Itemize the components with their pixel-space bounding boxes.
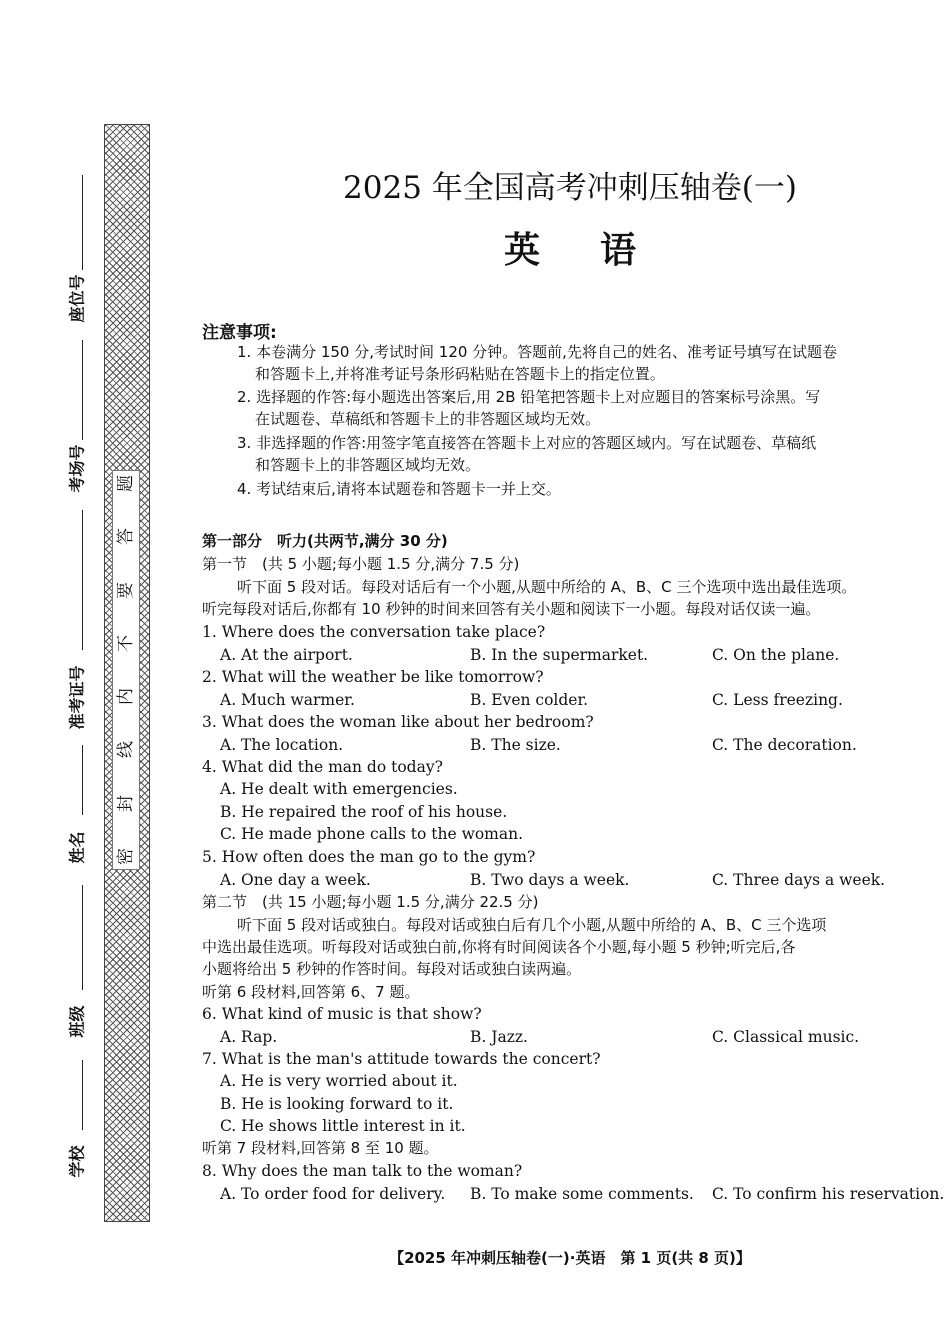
- option-a: A. He dealt with emergencies.: [220, 780, 458, 798]
- option-c: C. Classical music.: [712, 1028, 860, 1046]
- notice-line: 3. 非选择题的作答:用签字笔直接答在答题卡上对应的答题区域内。写在试题卷、草稿纸: [237, 434, 817, 452]
- notice-line: 和答题卡上,并将准考证号条形码粘贴在答题卡上的指定位置。: [255, 365, 665, 383]
- school-label: 学校: [67, 1145, 87, 1178]
- option-a: A. Much warmer.: [220, 691, 355, 709]
- school-line: [82, 1060, 83, 1130]
- option-b: B. The size.: [470, 736, 561, 754]
- question-stem: 8. Why does the man talk to the woman?: [202, 1162, 523, 1180]
- section-heading: 第二节 (共 15 小题;每小题 1.5 分,满分 22.5 分): [202, 893, 539, 911]
- page-footer: 【2025 年冲刺压轴卷(一)·英语 第 1 页(共 8 页)】: [389, 1249, 751, 1267]
- subject-title: 英语: [503, 230, 696, 271]
- material-note: 听第 6 段材料,回答第 6、7 题。: [202, 983, 420, 1001]
- option-b: B. Jazz.: [470, 1028, 528, 1046]
- option-a: A. At the airport.: [220, 646, 353, 664]
- option-b: B. Even colder.: [470, 691, 589, 709]
- notice-line: 在试题卷、草稿纸和答题卡上的非答题区域均无效。: [255, 410, 601, 428]
- option-c: C. The decoration.: [712, 736, 857, 754]
- option-c: C. Less freezing.: [712, 691, 843, 709]
- notice-heading: 注意事项:: [202, 323, 277, 343]
- instruction-line: 中选出最佳选项。听每段对话或独白前,你将有时间阅读各个小题,每小题 5 秒钟;听完后,各: [202, 938, 796, 956]
- question-stem: 6. What kind of music is that show?: [202, 1005, 482, 1023]
- question-stem: 7. What is the man's attitude towards the concert?: [202, 1050, 601, 1068]
- seat-number-line: [82, 175, 83, 270]
- option-c: C. Three days a week.: [712, 871, 886, 889]
- option-c: C. On the plane.: [712, 646, 840, 664]
- option-b: B. He repaired the roof of his house.: [220, 803, 508, 821]
- binding-warning-text: [112, 470, 140, 870]
- question-stem: 1. Where does the conversation take place?: [202, 623, 546, 641]
- option-b: B. He is looking forward to it.: [220, 1095, 454, 1113]
- exam-room-label: 考场号: [67, 444, 87, 493]
- name-label: 姓名: [67, 831, 87, 864]
- option-a: A. One day a week.: [220, 871, 371, 889]
- option-b: B. To make some comments.: [470, 1185, 694, 1203]
- instruction-line: 听下面 5 段对话。每段对话后有一个小题,从题中所给的 A、B、C 三个选项中选出最佳选项。: [237, 578, 857, 596]
- option-c: C. He shows little interest in it.: [220, 1117, 466, 1135]
- strip-char: 密: [115, 847, 136, 865]
- option-a: A. To order food for delivery.: [220, 1185, 446, 1203]
- exam-title: 2025 年全国高考冲刺压轴卷(一): [343, 170, 797, 206]
- question-stem: 2. What will the weather be like tomorrow?: [202, 668, 544, 686]
- notice-line: 4. 考试结束后,请将本试题卷和答题卡一并上交。: [237, 480, 561, 498]
- class-label: 班级: [67, 1005, 87, 1038]
- notice-line: 2. 选择题的作答:每小题选出答案后,用 2B 铅笔把答题卡上对应题目的答案标号涂黑。写: [237, 388, 821, 406]
- notice-line: 1. 本卷满分 150 分,考试时间 120 分钟。答题前,先将自己的姓名、准考证号填写在试题卷: [237, 343, 837, 361]
- option-a: A. He is very worried about it.: [220, 1072, 458, 1090]
- option-c: C. To confirm his reservation.: [712, 1185, 945, 1203]
- question-stem: 3. What does the woman like about her bedroom?: [202, 713, 594, 731]
- option-b: B. In the supermarket.: [470, 646, 649, 664]
- name-line: [82, 745, 83, 815]
- option-a: A. The location.: [220, 736, 344, 754]
- instruction-line: 听下面 5 段对话或独白。每段对话或独白后有几个小题,从题中所给的 A、B、C 三个选项: [237, 916, 827, 934]
- part-heading: 第一部分 听力(共两节,满分 30 分): [202, 532, 448, 550]
- strip-char: 线: [115, 741, 136, 759]
- class-line: [82, 885, 83, 990]
- strip-char: 内: [115, 688, 136, 706]
- option-b: B. Two days a week.: [470, 871, 630, 889]
- section-heading: 第一节 (共 5 小题;每小题 1.5 分,满分 7.5 分): [202, 555, 520, 573]
- notice-line: 和答题卡上的非答题区域均无效。: [255, 456, 481, 474]
- option-c: C. He made phone calls to the woman.: [220, 825, 524, 843]
- strip-char: 要: [115, 581, 136, 599]
- strip-char: 题: [115, 475, 136, 492]
- strip-char: 封: [115, 794, 136, 812]
- instruction-line: 小题将给出 5 秒钟的作答时间。每段对话或独白读两遍。: [202, 960, 582, 978]
- admission-number-label: 准考证号: [67, 665, 87, 730]
- seat-number-label: 座位号: [67, 274, 87, 323]
- admission-number-line: [82, 510, 83, 650]
- question-stem: 5. How often does the man go to the gym?: [202, 848, 536, 866]
- instruction-line: 听完每段对话后,你都有 10 秒钟的时间来回答有关小题和阅读下一小题。每段对话仅读一遍。: [202, 600, 821, 618]
- strip-char: 不: [115, 634, 136, 652]
- exam-room-line: [82, 340, 83, 440]
- question-stem: 4. What did the man do today?: [202, 758, 443, 776]
- material-note: 听第 7 段材料,回答第 8 至 10 题。: [202, 1139, 439, 1157]
- strip-char: 答: [115, 528, 136, 546]
- option-a: A. Rap.: [220, 1028, 278, 1046]
